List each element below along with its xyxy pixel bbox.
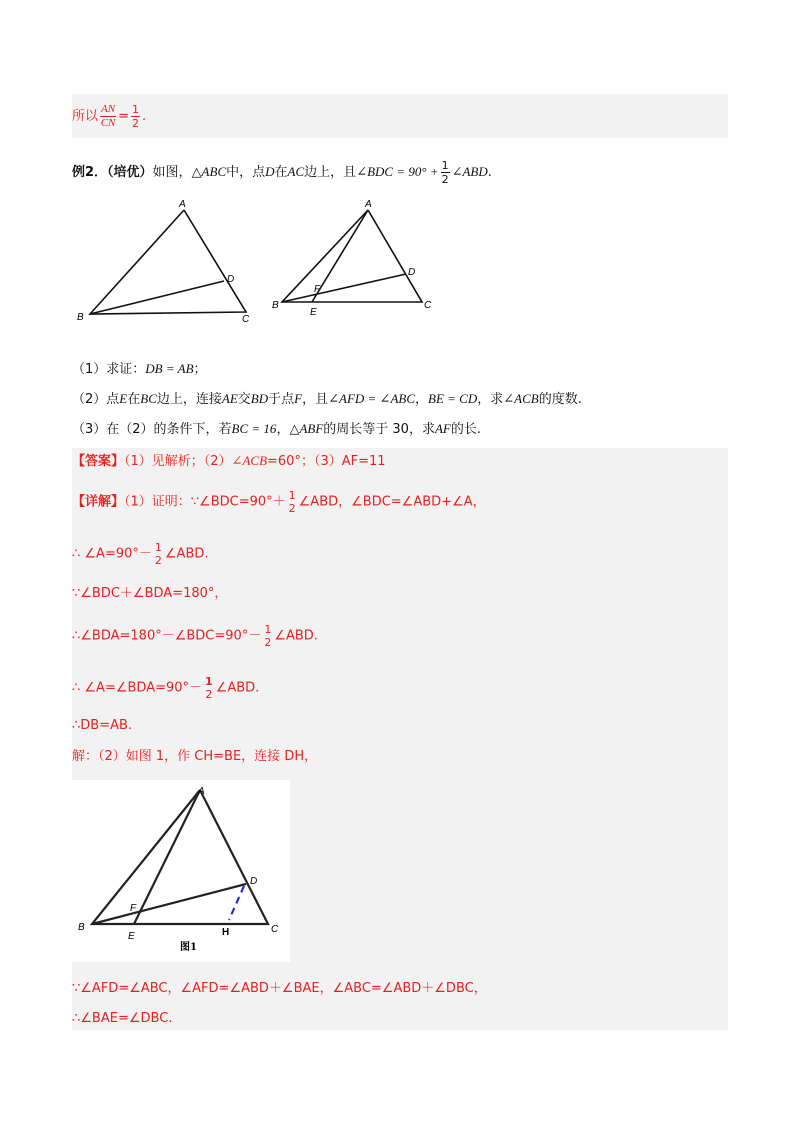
detail-line-1: 【详解】（1）证明：∵∠BDC=90°＋ 1 2 ∠ABD，∠BDC=∠ABD+∠A， xyxy=(72,489,486,515)
detail-line-5: ∴ ∠A=∠BDA=90°－ 1 2 ∠ABD. xyxy=(72,675,260,701)
detail-line-7: 解：（2）如图 1，作 CH=BE，连接 DH， xyxy=(72,749,318,764)
detail-line-3: ∵∠BDC＋∠BDA=180°， xyxy=(72,586,228,601)
fraction-half: $\frac{1}{2}$ xyxy=(441,159,449,186)
label-c: C xyxy=(424,300,432,311)
label-b: B xyxy=(78,922,85,933)
label-h: H xyxy=(222,927,230,938)
label-d: D xyxy=(227,274,235,285)
figure-caption: 图1 xyxy=(180,942,197,953)
answer-line: 【答案】（1）见解析；（2）∠ACB=60°；（3）AF=11 xyxy=(72,453,386,469)
question-2: （2）点E在BC边上，连接AE交BD于点F，且∠AFD = ∠ABC，BE = CD，求∠ACB的度数. xyxy=(72,391,582,407)
label-f: F xyxy=(314,284,321,295)
figure-1-box xyxy=(72,780,290,962)
label-b: B xyxy=(77,312,84,323)
fraction-half: 1 2 xyxy=(264,623,272,649)
question-1: （1）求证：DB = AB； xyxy=(72,361,207,377)
fraction-one-half: $\frac{1}{2}$ xyxy=(131,103,139,130)
top-conclusion-line: 所以 $\frac{AN}{CN}$ = $\frac{1}{2}$ . xyxy=(72,103,147,130)
label-a: A xyxy=(179,199,186,210)
label-d: D xyxy=(250,876,258,887)
detail-line-6: ∴DB=AB. xyxy=(72,718,133,733)
fraction-half: 1 2 xyxy=(205,675,213,701)
question-3: （3）在（2）的条件下，若BC = 16，△ABF的周长等于 30，求AF的长. xyxy=(72,421,481,437)
label-f: F xyxy=(130,903,137,914)
example-statement: 例2．（培优）如图，△ABC中，点D在AC边上，且∠BDC = 90° + $\frac{1}{2}$ ∠ABD. xyxy=(72,159,492,186)
detail-line-8: ∵∠AFD=∠ABC，∠AFD=∠ABD＋∠BAE，∠ABC=∠ABD＋∠DBC， xyxy=(72,981,487,996)
detail-line-2: ∴ ∠A=90°－ 1 2 ∠ABD. xyxy=(72,541,209,567)
detail-tag: 【详解】 xyxy=(72,494,125,510)
label-a: A xyxy=(198,786,205,797)
label-b: B xyxy=(272,300,279,311)
fraction-half: 1 2 xyxy=(288,489,296,515)
figure-triangle-abc-ef xyxy=(268,196,438,320)
answer-tag: 【答案】 xyxy=(72,454,125,469)
fraction-half: 1 2 xyxy=(154,541,162,567)
detail-line-9: ∴∠BAE=∠DBC. xyxy=(72,1011,173,1026)
fraction-an-cn: $\frac{AN}{CN}$ xyxy=(100,103,116,129)
label-d: D xyxy=(408,267,416,278)
label-e: E xyxy=(128,931,135,942)
label-c: C xyxy=(242,314,250,325)
top-answer-block xyxy=(72,94,728,138)
detail-line-4: ∴∠BDA=180°－∠BDC=90°－ 1 2 ∠ABD. xyxy=(72,623,318,649)
example-label: 例2．（培优） xyxy=(72,165,153,180)
label-e: E xyxy=(310,307,317,318)
figure-1-diagram xyxy=(72,780,290,962)
figure-triangle-abc xyxy=(72,196,262,326)
label-c: C xyxy=(271,924,279,935)
label-a: A xyxy=(365,199,372,210)
